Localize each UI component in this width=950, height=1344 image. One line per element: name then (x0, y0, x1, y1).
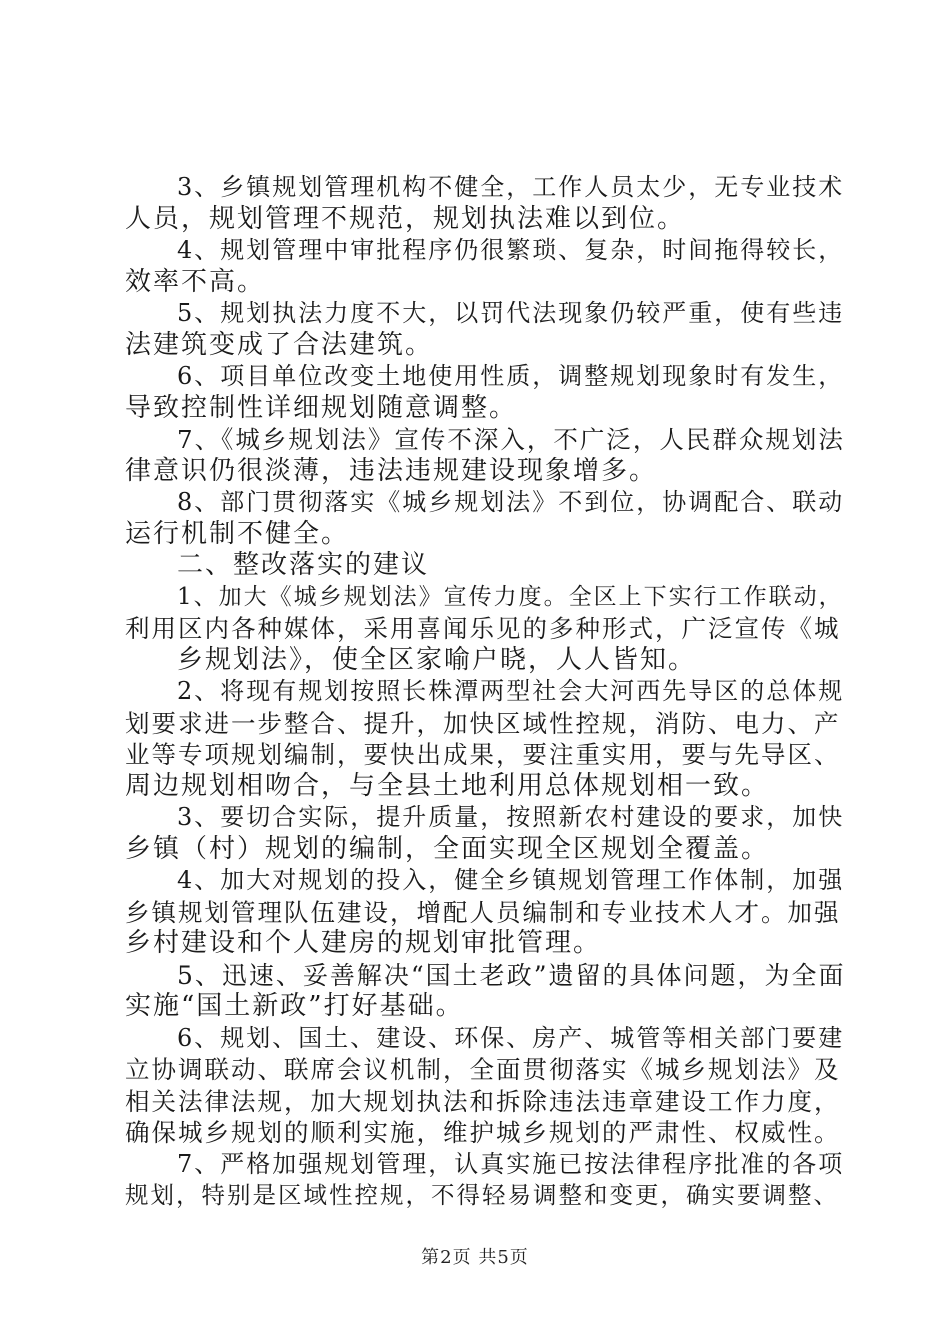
text-line: 确保城乡规划的顺利实施，维护城乡规划的严肃性、权威性。 (125, 1118, 841, 1147)
text-line: 3、乡镇规划管理机构不健全，工作人员太少，无专业技术 (177, 173, 845, 201)
text-line: 二、整改落实的建议 (177, 550, 430, 580)
text-line: 相关法律法规，加大规划执法和拆除违法违章建设工作力度， (125, 1086, 841, 1116)
text-line: 4、规划管理中审批程序仍很繁琐、复杂，时间拖得较长， (177, 236, 845, 264)
document-body (125, 172, 845, 1212)
text-line: 7、《城乡规划法》宣传不深入，不广泛，人民群众规划法 (177, 425, 845, 454)
text-line: 规划，特别是区域性控规，不得轻易调整和变更，确实要调整、 (125, 1181, 839, 1209)
text-line: 导致控制性详细规划随意调整。 (125, 392, 518, 423)
text-line: 乡镇规划管理队伍建设，增配人员编制和专业技术人才。加强 (125, 897, 841, 927)
text-line: 1、加大《城乡规划法》宣传力度。全区上下实行工作联动， (177, 583, 844, 610)
text-line: 周边规划相吻合，与全县土地利用总体规划相一致。 (125, 770, 770, 801)
text-line: 实施“国土新政”打好基础。 (125, 991, 464, 1021)
text-line: 律意识仍很淡薄，违法违规建设现象增多。 (125, 455, 658, 486)
text-line: 6、规划、国土、建设、环保、房产、城管等相关部门要建 (177, 1023, 845, 1052)
text-line: 法建筑变成了合法建筑。 (125, 329, 434, 360)
text-line: 2、将现有规划按照长株潭两型社会大河西先导区的总体规 (177, 677, 845, 705)
text-line: 5、迅速、妥善解决“国土老政”遗留的具体问题，为全面 (177, 960, 846, 990)
text-line: 划要求进一步整合、提升，加快区域性控规，消防、电力、产 (125, 708, 841, 738)
text-line: 6、项目单位改变土地使用性质，调整规划现象时有发生， (177, 362, 845, 390)
text-line: 人员，规划管理不规范，规划执法难以到位。 (125, 203, 686, 234)
text-line: 乡村建设和个人建房的规划审批管理。 (125, 928, 602, 958)
text-line: 4、加大对规划的投入，健全乡镇规划管理工作体制，加强 (177, 866, 845, 894)
text-line: 7、严格加强规划管理，认真实施已按法律程序批准的各项 (177, 1149, 845, 1178)
text-line: 3、要切合实际，提升质量，按照新农村建设的要求，加快 (177, 803, 845, 831)
text-line: 效率不高。 (125, 266, 266, 297)
text-line: 8、部门贯彻落实《城乡规划法》不到位，协调配合、联动 (177, 488, 845, 516)
text-line: 5、规划执法力度不大，以罚代法现象仍较严重，使有些违 (177, 299, 845, 327)
text-line: 乡镇（村）规划的编制，全面实现全区规划全覆盖。 (125, 833, 770, 864)
text-line: 业等专项规划编制，要快出成果，要注重实用，要与先导区、 (125, 740, 841, 769)
text-line: 运行机制不健全。 (125, 518, 350, 549)
page-number: 第2页 共5页 (421, 1247, 529, 1268)
text-line: 利用区内各种媒体，采用喜闻乐见的多种形式，广泛宣传《城 (125, 614, 841, 643)
page-footer (0, 1243, 950, 1269)
text-line: 立协调联动、联席会议机制，全面贯彻落实《城乡规划法》及 (125, 1055, 841, 1084)
text-line: 乡规划法》，使全区家喻户晓，人人皆知。 (177, 644, 697, 675)
